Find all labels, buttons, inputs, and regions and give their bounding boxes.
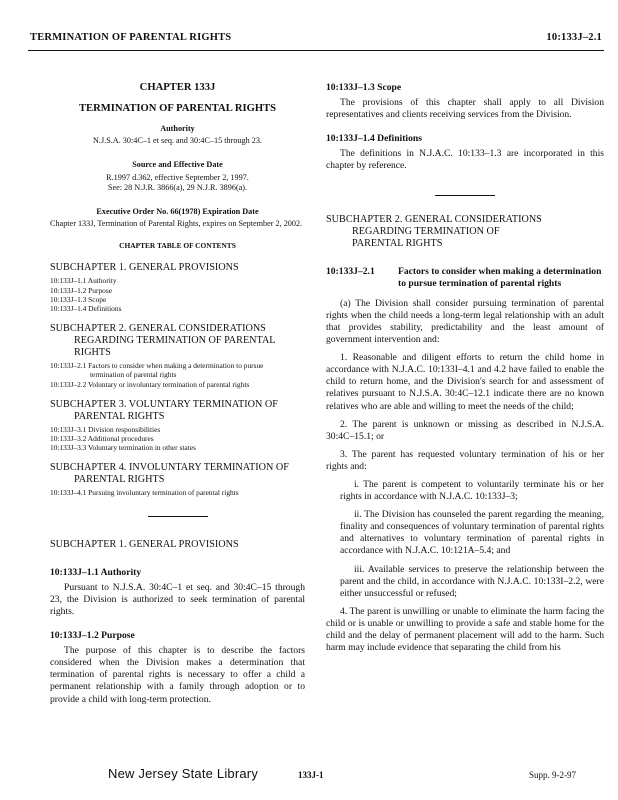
subchapter-2-heading <box>326 214 604 250</box>
toc-entry[interactable]: 10:133J–2.1 Factors to consider when making a determination to pursue <box>50 361 264 371</box>
toc-subchapter-3 <box>50 399 305 423</box>
toc-subchapter-2-title-line2: REGARDING TERMINATION OF PARENTAL <box>74 335 276 347</box>
source-heading: Source and Effective Date <box>132 160 223 170</box>
toc-subchapter-2-title-line3: RIGHTS <box>74 347 111 359</box>
section-1-4-text: The definitions in N.J.A.C. 10:133–1.3 are incorporated in this chapter by reference. <box>326 148 604 172</box>
section-2-1-title: Factors to consider when making a determination to pursue termination of parental rights <box>398 265 602 289</box>
paragraph-4: 4. The parent is unwilling or unable to eliminate the harm facing the child or is unable or unwilling to provide a safe and stable home for the child and the delay of permanent placement will add to the harm. Such harm may include evidence that separating the child from his <box>326 605 604 654</box>
subchapter-2-title: SUBCHAPTER 2. GENERAL CONSIDERATIONS <box>326 213 542 225</box>
authority-text: N.J.S.A. 30:4C–1 et seq. and 30:4C–15 through 23. <box>93 136 262 146</box>
toc-entry[interactable]: 10:133J–2.2 Voluntary or involuntary termination of parental rights <box>50 379 250 389</box>
section-1-2-heading: 10:133J–1.2 Purpose <box>50 630 135 642</box>
source-line-1: R.1997 d.362, effective September 2, 1997. <box>106 173 249 183</box>
section-1-1-text: Pursuant to N.J.S.A. 30:4C–1 et seq. and 30:4C–15 through 23, the Division is authorized to seek termination of parental rights. <box>50 581 305 617</box>
library-stamp: New Jersey State Library <box>108 766 259 781</box>
section-1-3-heading: 10:133J–1.3 Scope <box>326 82 402 93</box>
chapter-title: TERMINATION OF PARENTAL RIGHTS <box>78 103 277 115</box>
toc-subchapter-4 <box>50 462 305 486</box>
toc-subchapter-3-title-line2: PARENTAL RIGHTS <box>74 410 165 422</box>
toc-subchapter-1-list <box>50 276 305 313</box>
toc-entry[interactable]: 10:133J–1.4 Definitions <box>50 304 122 313</box>
executive-order-heading: Executive Order No. 66(1978) Expiration Date <box>96 207 259 217</box>
section-1-1-heading: 10:133J–1.1 Authority <box>50 566 142 578</box>
paragraph-1: 1. Reasonable and diligent efforts to return the child home in accordance with N.J.A.C. 10:133I–4.1 and 4.2 have failed to enable the child to return home, and the Division's search for and assessment of relatives pursuant to N.J.S.A. 30:4C–12.1 indicate there are no known relatives who are able and willing to meet the needs of the child; <box>326 352 604 412</box>
running-header <box>30 32 602 48</box>
toc-entry[interactable]: 10:133J–1.2 Purpose <box>50 285 113 295</box>
paragraph-3-iii: iii. Available services to preserve the relationship between the parent and the child, in accordance with N.J.A.C. 10:133I–2.2, were either unsuccessful or refused; <box>340 563 604 599</box>
toc-subchapter-4-list <box>50 488 305 497</box>
right-column <box>326 62 604 654</box>
section-1-3-text: The provisions of this chapter shall apply to all Division representatives and clients receiving services from the Division. <box>326 97 604 121</box>
chapter-number: CHAPTER 133J <box>139 82 216 93</box>
toc-subchapter-1-title: SUBCHAPTER 1. GENERAL PROVISIONS <box>50 262 239 274</box>
section-divider <box>148 516 208 517</box>
toc-subchapter-1 <box>50 262 305 274</box>
section-divider <box>435 195 495 196</box>
section-2-1-heading <box>326 266 604 290</box>
header-section-number: 10:133J–2.1 <box>546 32 602 43</box>
toc-entry[interactable]: 10:133J–3.2 Additional procedures <box>50 434 154 444</box>
toc-subchapter-4-title: SUBCHAPTER 4. INVOLUNTARY TERMINATION OF <box>50 462 289 474</box>
subchapter-1-heading: SUBCHAPTER 1. GENERAL PROVISIONS <box>50 538 239 550</box>
toc-subchapter-3-list <box>50 425 305 453</box>
supplement-date: Supp. 9-2-97 <box>529 770 576 780</box>
paragraph-3: 3. The parent has requested voluntary termination of his or her rights and: <box>326 448 604 472</box>
toc-entry[interactable]: 10:133J–1.3 Scope <box>50 294 107 304</box>
toc-subchapter-3-title: SUBCHAPTER 3. VOLUNTARY TERMINATION OF <box>50 398 278 410</box>
toc-subchapter-2-list <box>50 361 305 389</box>
page-number: 133J-1 <box>298 770 324 780</box>
subchapter-2-title-line2: REGARDING TERMINATION OF <box>352 225 500 237</box>
paragraph-a: (a) The Division shall consider pursuing termination of parental rights when the child needs a long-term legal relationship with an adult that provides stability, predictability and the least amount of government intervention and: <box>326 297 604 346</box>
section-2-1-number: 10:133J–2.1 <box>326 265 375 277</box>
toc-entry[interactable]: 10:133J–4.1 Pursuing involuntary termination of parental rights <box>50 488 239 498</box>
header-chapter-title: TERMINATION OF PARENTAL RIGHTS <box>30 32 232 43</box>
authority-heading: Authority <box>160 124 195 134</box>
toc-subchapter-4-title-line2: PARENTAL RIGHTS <box>74 474 165 486</box>
paragraph-3-ii: ii. The Division has counseled the parent regarding the meaning, finality and consequences of voluntary termination of parental rights and alternatives to voluntary termination of parental rights in accordance with N.J.A.C. 10:121A–5.4; and <box>340 509 604 557</box>
toc-entry-continued[interactable]: termination of parental rights <box>90 370 177 380</box>
header-rule <box>28 50 604 51</box>
left-column <box>50 62 305 706</box>
table-of-contents-heading: CHAPTER TABLE OF CONTENTS <box>119 241 236 251</box>
source-line-2: See: 28 N.J.R. 3866(a), 29 N.J.R. 3896(a). <box>107 183 248 193</box>
section-1-4-heading: 10:133J–1.4 Definitions <box>326 133 422 145</box>
subchapter-2-title-line3: PARENTAL RIGHTS <box>352 237 443 249</box>
toc-entry[interactable]: 10:133J–3.1 Division responsibilities <box>50 424 161 434</box>
toc-entry[interactable]: 10:133J–3.3 Voluntary termination in other states <box>50 443 196 453</box>
executive-order-text: Chapter 133J, Termination of Parental Rights, expires on September 2, 2002. <box>50 219 303 229</box>
paragraph-3-i: i. The parent is competent to voluntarily terminate his or her rights in accordance with N.J.A.C. 10:133J–3; <box>340 478 604 503</box>
toc-subchapter-2-title: SUBCHAPTER 2. GENERAL CONSIDERATIONS <box>50 323 266 335</box>
toc-subchapter-2 <box>50 323 305 359</box>
toc-entry[interactable]: 10:133J–1.1 Authority <box>50 276 117 286</box>
paragraph-2: 2. The parent is unknown or missing as described in N.J.S.A. 30:4C–15.1; or <box>326 418 604 442</box>
section-1-2-text: The purpose of this chapter is to describe the factors considered when the Division makes a determination that termination of parental rights is necessary to offer a child a permanent relationship with a family through adoption or to provide a child with long-term protection. <box>50 645 305 705</box>
